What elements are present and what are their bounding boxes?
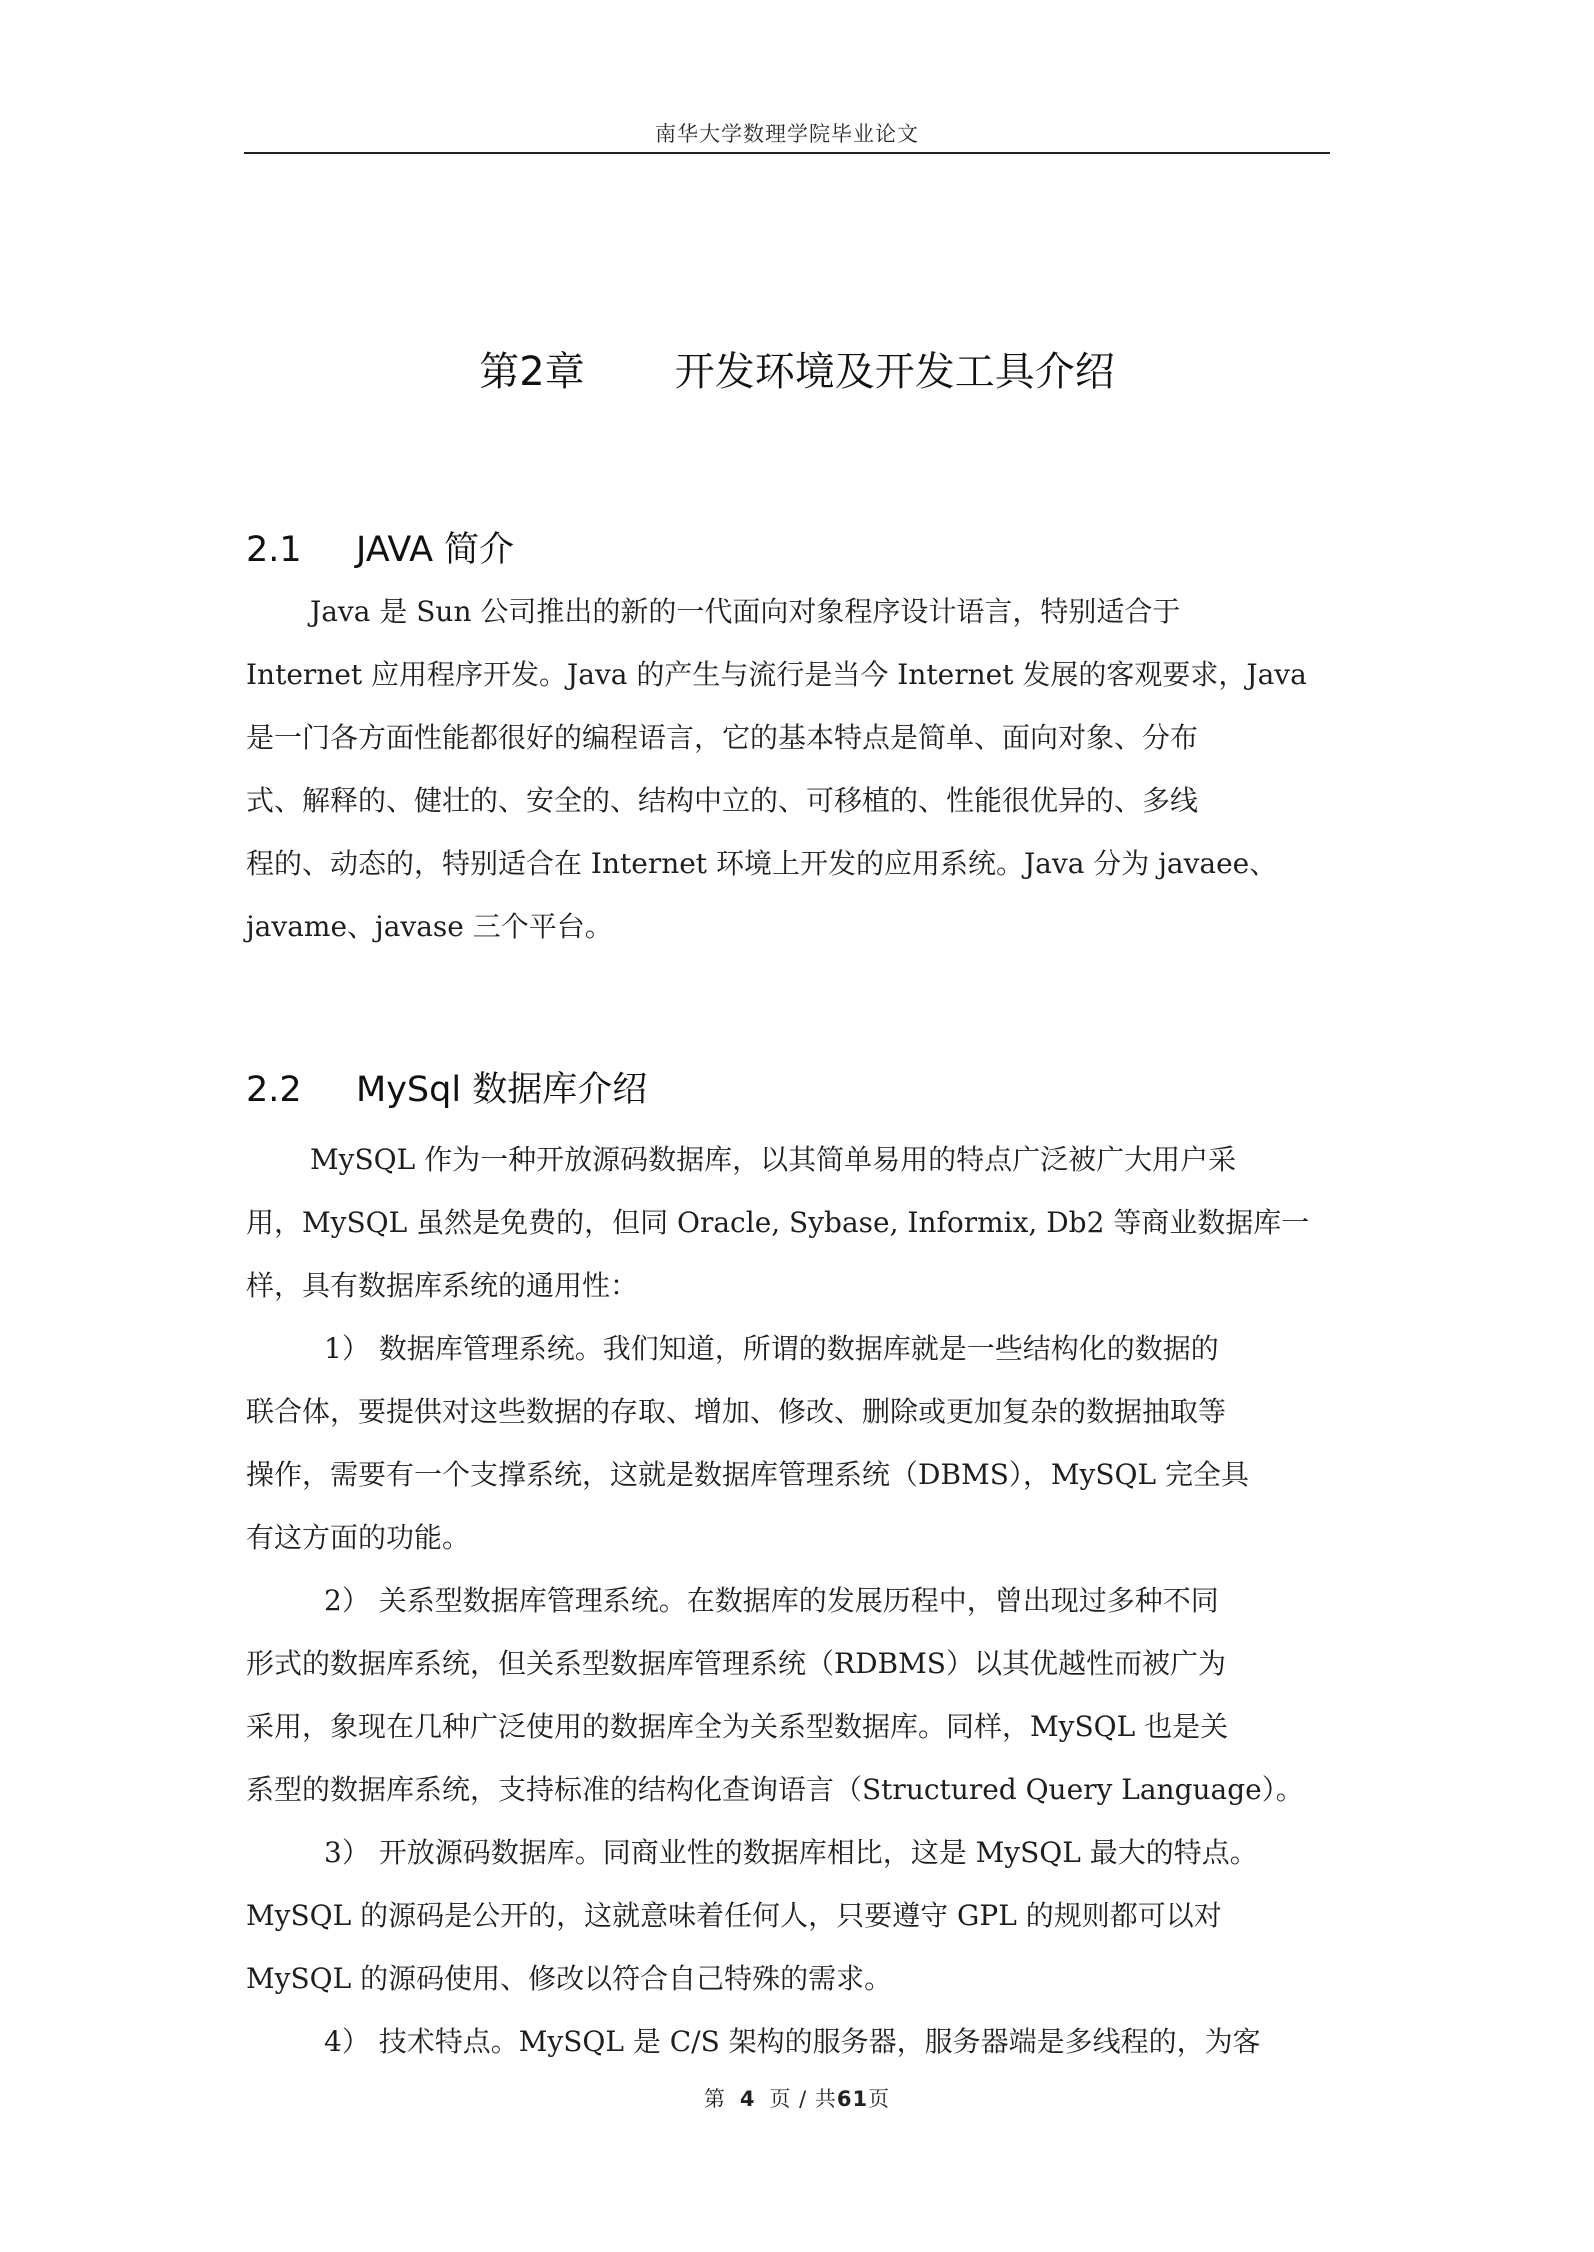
paragraph-line: 采用，象现在几种广泛使用的数据库全为关系型数据库。同样，MySQL 也是关 bbox=[246, 1710, 1229, 1743]
page-footer bbox=[0, 2083, 1594, 2113]
chapter-title bbox=[0, 340, 1594, 397]
section-number: 2.2 bbox=[246, 1070, 302, 1110]
list-item-4: 4） 技术特点。MySQL 是 C/S 架构的服务器，服务器端是多线程的，为客 bbox=[324, 2025, 1261, 2058]
chapter-name: 开发环境及开发工具介绍 bbox=[674, 349, 1115, 395]
paragraph-line: 形式的数据库系统，但关系型数据库管理系统（RDBMS）以其优越性而被广为 bbox=[246, 1647, 1226, 1680]
paragraph-line: javame、javase 三个平台。 bbox=[246, 910, 613, 943]
section-2-2-body bbox=[246, 1128, 1346, 2073]
paragraph-line: 程的、动态的，特别适合在 Internet 环境上开发的应用系统。Java 分为 javaee、 bbox=[246, 847, 1278, 880]
paragraph-line: 样，具有数据库系统的通用性： bbox=[246, 1269, 639, 1302]
section-number: 2.1 bbox=[246, 530, 302, 570]
running-header: 南华大学数理学院毕业论文 bbox=[655, 122, 919, 146]
section-title: JAVA 简介 bbox=[356, 530, 515, 570]
paragraph-line: 是一门各方面性能都很好的编程语言，它的基本特点是简单、面向对象、分布 bbox=[246, 721, 1199, 754]
paragraph-line: MySQL 作为一种开放源码数据库，以其简单易用的特点广泛被广大用户采 bbox=[310, 1143, 1237, 1176]
paragraph-line: MySQL 的源码使用、修改以符合自己特殊的需求。 bbox=[246, 1962, 893, 1995]
header-rule bbox=[244, 152, 1330, 154]
list-item-3: 3） 开放源码数据库。同商业性的数据库相比，这是 MySQL 最大的特点。 bbox=[324, 1836, 1258, 1869]
paragraph-line: 有这方面的功能。 bbox=[246, 1521, 471, 1554]
paragraph-line: 系型的数据库系统，支持标准的结构化查询语言（Structured Query Language）。 bbox=[246, 1773, 1304, 1806]
section-2-1-body bbox=[246, 580, 1346, 958]
paragraph-line: 式、解释的、健壮的、安全的、结构中立的、可移植的、性能很优异的、多线 bbox=[246, 784, 1199, 817]
footer-prefix: 第 bbox=[703, 2087, 726, 2111]
section-title: MySql 数据库介绍 bbox=[356, 1070, 648, 1110]
paragraph-line: Internet 应用程序开发。Java 的产生与流行是当今 Internet 发展的客观要求，Java bbox=[246, 658, 1307, 691]
footer-suffix: 页 bbox=[868, 2087, 891, 2111]
list-item-2: 2） 关系型数据库管理系统。在数据库的发展历程中，曾出现过多种不同 bbox=[324, 1584, 1219, 1617]
paragraph-line: 操作，需要有一个支撑系统，这就是数据库管理系统（DBMS），MySQL 完全具 bbox=[246, 1458, 1249, 1491]
chapter-number: 第2章 bbox=[479, 349, 585, 395]
total-pages-number: 61 bbox=[836, 2087, 869, 2111]
footer-middle: 页 / 共 bbox=[769, 2087, 837, 2111]
section-heading-2-2 bbox=[246, 1062, 647, 1112]
paragraph-line: MySQL 的源码是公开的，这就意味着任何人，只要遵守 GPL 的规则都可以对 bbox=[246, 1899, 1222, 1932]
list-item-1: 1） 数据库管理系统。我们知道，所谓的数据库就是一些结构化的数据的 bbox=[324, 1332, 1219, 1365]
current-page-number: 4 bbox=[739, 2087, 756, 2111]
section-heading-2-1 bbox=[246, 522, 514, 572]
paragraph-line: 联合体，要提供对这些数据的存取、增加、修改、删除或更加复杂的数据抽取等 bbox=[246, 1395, 1227, 1428]
paragraph-line: 用，MySQL 虽然是免费的，但同 Oracle, Sybase, Informix, Db2 等商业数据库一 bbox=[246, 1206, 1310, 1239]
paragraph-line: Java 是 Sun 公司推出的新的一代面向对象程序设计语言，特别适合于 bbox=[310, 595, 1181, 628]
